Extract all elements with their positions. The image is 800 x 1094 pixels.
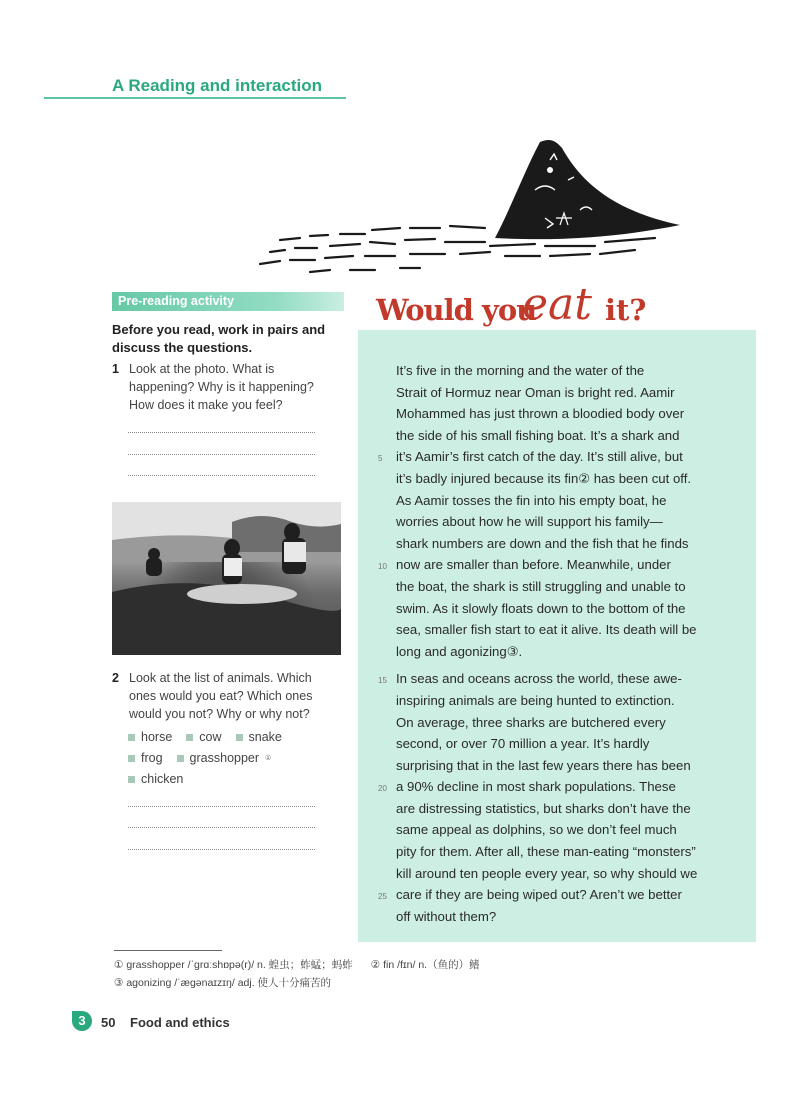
footnote-1: ① grasshopper /ˈɡrɑːshɒpə(r)/ n. 蝗虫；蚱蜢；蚂蚱 (114, 959, 353, 971)
animal-item: cow (186, 727, 221, 748)
line-number: 5 (378, 454, 383, 463)
line-number: 15 (378, 676, 387, 685)
article-line: it’s Aamir’s first catch of the day. It’s still alive, but (396, 449, 683, 465)
chapter-badge: 3 (72, 1011, 92, 1031)
article-line: the boat, the shark is still struggling and unable to (396, 578, 686, 594)
line-number: 25 (378, 892, 387, 901)
article-line: Mohammed has just thrown a bloodied body over (396, 406, 685, 422)
article-line: It’s five in the morning and the water of the (396, 363, 645, 378)
article-text (396, 360, 716, 927)
article-line: inspiring animals are being hunted to extinction. (396, 692, 675, 708)
article-line: In seas and oceans across the world, these awe- (396, 671, 682, 687)
question-line: Look at the list of animals. Which (129, 671, 312, 685)
footnote-2: ② fin /fɪn/ n.（鱼的）鳍 (370, 959, 480, 971)
question-1 (112, 360, 337, 414)
pre-reading-bar: Pre-reading activity (112, 292, 344, 311)
article-line: same appeal as dolphins, so we don’t feel much (396, 822, 677, 838)
article-line: off without them? (396, 908, 497, 924)
headline-part: it? (605, 293, 647, 327)
section-title: A Reading and interaction (112, 76, 323, 95)
article-line: pity for them. After all, these man-eating “monsters” (396, 844, 696, 860)
article-line: a 90% decline in most shark populations. These (396, 779, 676, 795)
article-line: the side of his small fishing boat. It’s a shark and (396, 427, 680, 443)
article-line: worries about how he will support his family— (396, 514, 663, 530)
article-line: it’s badly injured because its fin② has been cut off. (396, 470, 692, 486)
article-line: Strait of Hormuz near Oman is bright red. Aamir (396, 384, 675, 400)
article-line: now are smaller than before. Meanwhile, under (396, 557, 671, 573)
question-number: 1 (112, 362, 119, 376)
article-line: swim. As it slowly floats down to the bottom of the (396, 600, 686, 616)
answer-line[interactable] (128, 475, 315, 476)
headline-emphasis: eat (522, 279, 592, 330)
article-line: long and agonizing③. (396, 643, 523, 659)
answer-line[interactable] (128, 827, 315, 828)
footnote-rule (114, 950, 222, 951)
article-line: kill around ten people every year, so why should we (396, 865, 698, 881)
fishermen-photo (112, 502, 341, 655)
section-rule (44, 97, 346, 99)
question-line: How does it make you feel? (129, 398, 283, 412)
article-line: shark numbers are down and the fish that he finds (396, 535, 689, 551)
page-title: Food and ethics (130, 1015, 230, 1030)
animal-item: chicken (128, 769, 183, 790)
animal-item: horse (128, 727, 172, 748)
shark-fin-illustration (250, 130, 690, 280)
headline-part: Would you (376, 293, 537, 327)
article-line: As Aamir tosses the fin into his empty boat, he (396, 492, 667, 508)
footnote-marker: ① (265, 755, 272, 762)
question-2 (112, 669, 337, 723)
answer-line[interactable] (128, 432, 315, 433)
animal-item: frog (128, 748, 163, 769)
answer-line[interactable] (128, 806, 315, 807)
article-line: sea, smaller fish start to eat it alive. Its death will be (396, 622, 697, 638)
footnote-3: ③ agonizing /ˈæɡənaɪzɪŋ/ adj. 使人十分痛苦的 (114, 977, 332, 989)
article-line: surprising that in the last few years there has been (396, 757, 691, 773)
article-line: On average, three sharks are butchered every (396, 714, 666, 730)
line-number: 10 (378, 562, 387, 571)
answer-line[interactable] (128, 849, 315, 850)
article-line: are distressing statistics, but sharks don’t have the (396, 800, 691, 816)
instructions: Before you read, work in pairs and discuss the questions. (112, 322, 326, 355)
animal-list (128, 727, 328, 790)
animal-item: snake (236, 727, 282, 748)
page-number: 50 (101, 1015, 116, 1030)
line-number: 20 (378, 784, 387, 793)
footnotes (114, 956, 480, 992)
article-line: care if they are being wiped out? Aren’t we better (396, 887, 682, 903)
question-line: would you not? Why or why not? (129, 707, 310, 721)
question-line: ones would you eat? Which ones (129, 689, 313, 703)
article-line: second, or over 70 million a year. It’s hardly (396, 736, 650, 752)
animal-item: grasshopper ① (177, 748, 272, 769)
question-number: 2 (112, 671, 119, 685)
answer-line[interactable] (128, 454, 315, 455)
question-line: happening? Why is it happening? (129, 380, 314, 394)
question-line: Look at the photo. What is (129, 362, 275, 376)
